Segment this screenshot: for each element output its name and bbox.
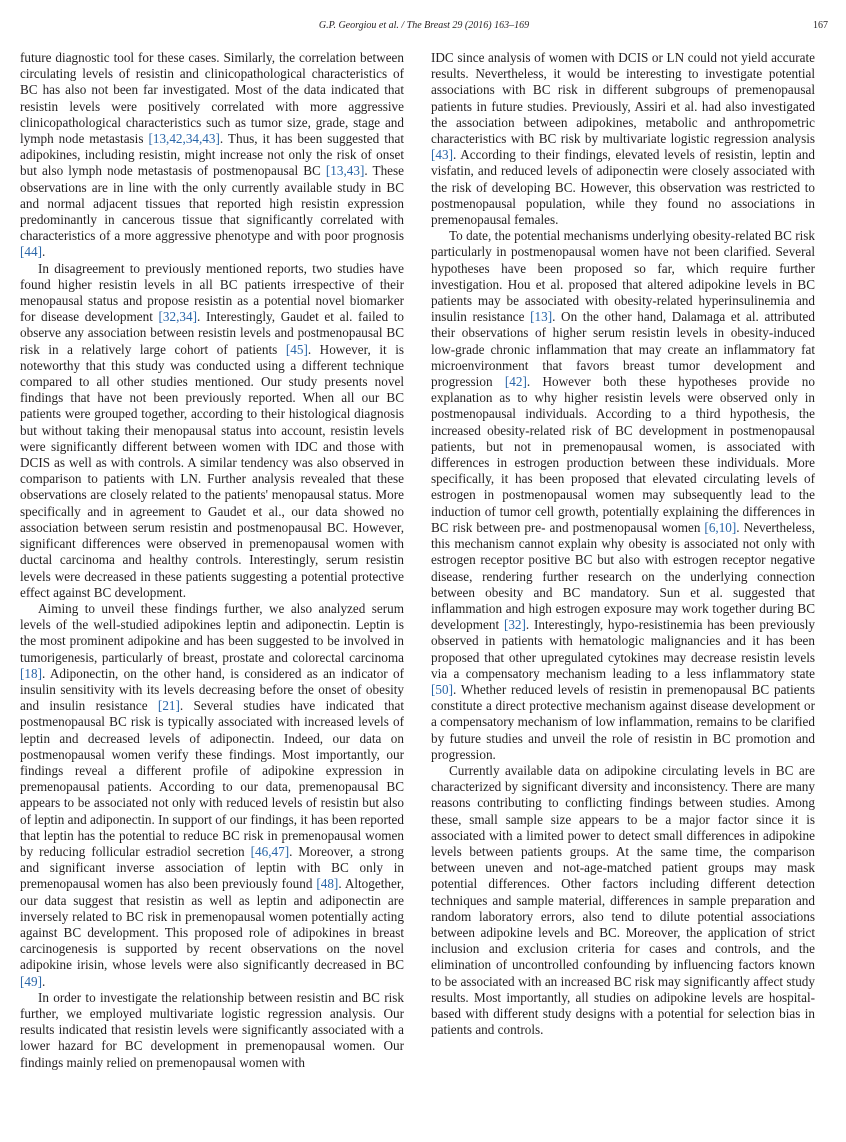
paragraph-text: . However, it is noteworthy that this study was conducted using a different technique compared to all other studies mentioned. Our study presents novel findings that have not been previously reported. When all our BC patients were grouped together, according to their histological diagnosis but without taking their menopausal status into account, resistin levels were significantly different between women with IDC and those with DCIS as well as with controls. A similar tendency was also observed in comparison to patients with LN. Further analysis revealed that these observations are closely related to the patients' menopausal status. More specifically and in agreement to Gaudet et al., our data showed no association between serum resistin and postmenopausal BC. However, significant differences were observed in premenopausal women with ductal carcinoma and healthy controls. Interestingly, serum resistin levels were decreased in these patients suggesting a potential protective effect against BC development. bbox=[20, 341, 404, 600]
citation-link[interactable]: [44] bbox=[20, 244, 42, 260]
left-column bbox=[20, 50, 404, 1071]
paragraph-text: . Thus, it has been suggested that adipokines, including resistin, might increase not only the risk of onset but also lymph node metastasis of postmenopausal BC bbox=[20, 131, 404, 179]
paragraph-text: . According to their findings, elevated levels of resistin, leptin and visfatin, and reduced levels of adiponectin were closely associated with the risk of developing BC. However, this observation was restricted to postmenopausal population, while they found no associations in premenopausal females. bbox=[431, 147, 815, 228]
paragraph-text: In order to investigate the relationship between resistin and BC risk further, we employed multivariate logistic regression analysis. Our results indicated that resistin levels were significantly associated with a lower hazard for BC development in premenopausal women. Our findings mainly relied on premenopausal women with bbox=[20, 989, 404, 1070]
running-header: G.P. Georgiou et al. / The Breast 29 (2016) 163–169 bbox=[318, 20, 530, 31]
paragraph bbox=[20, 50, 404, 261]
paragraph bbox=[20, 261, 404, 601]
citation-link[interactable]: [32,34] bbox=[158, 309, 197, 325]
paragraph bbox=[431, 228, 815, 763]
paragraph-text: . Adiponectin, on the other hand, is considered as an indicator of insulin sensitivity with its levels decreasing before the onset of obesity and insulin resistance bbox=[20, 665, 404, 714]
paragraph-text: To date, the potential mechanisms underlying obesity-related BC risk particularly in postmenopausal women have not been clarified. Several hypotheses have been proposed so far, which require further investigation. Hou et al. proposed that altered adipokine levels in BC patients may be associated with obesity-related hyperinsulinemia and insulin resistance bbox=[431, 228, 815, 325]
paragraph-text: Currently available data on adipokine circulating levels in BC are characterized by significant diversity and inconsistency. There are many reasons contributing to conflicting findings between studies. Among these, small sample size appears to be a major factor since it is associated with a limited power to detect small differences in adipokine levels between patients groups. At the same time, the comparison between uneven and not-age-matched patient groups may mask potential differences. Other factors including different detection techniques and sample material, differences in sample preparation and random laboratory errors, also tend to dilute potential associations between adipokine levels and BC. Moreover, the application of strict inclusion and exclusion criteria for cases and controls, and the elimination of uncontrolled confounding by influencing factors known to be associated with an increased BC risk may significantly affect study results. Most importantly, all studies on adipokine levels are hospital-based with different study designs with a potential for selection bias in patients and controls. bbox=[431, 762, 815, 1038]
citation-link[interactable]: [45] bbox=[285, 341, 308, 357]
citation-link[interactable]: [13] bbox=[530, 309, 553, 325]
citation-link[interactable]: [46,47] bbox=[250, 843, 290, 859]
paragraph bbox=[431, 763, 815, 1038]
paragraph-text: . Altogether, our data suggest that resistin as well as leptin and adiponectin are inversely related to BC risk in premenopausal women potentially acting against BC development. This proposed role of adipokines in breast carcinogenesis is supported by recent observations on the novel adipokine irisin, whose levels were also significantly decreased in BC bbox=[20, 876, 404, 973]
paragraph-text: . Interestingly, hypo-resistinemia has been previously observed in patients with hematologic malignancies and it has been proposed that other upregulated cytokines may decrease resistin levels via a compensatory mechanism leading to a less inflammatory state bbox=[431, 617, 815, 681]
citation-link[interactable]: [13,43] bbox=[325, 163, 365, 179]
paragraph-text: . On the other hand, Dalamaga et al. attributed their observations of higher serum resistin levels in obesity-induced low-grade chronic inflammation that may create an inflammatory fat microenvironment that favors breast tumor development and progression bbox=[431, 309, 815, 390]
paragraph-text: . bbox=[41, 244, 46, 260]
paragraph-text: . Moreover, a strong and significant inverse association of leptin with BC only in premenopausal women has also been previously found bbox=[20, 843, 404, 892]
paragraph-text: . Interestingly, Gaudet et al. failed to observe any association between resistin levels and postmenopausal BC risk in a relatively large cohort of patients bbox=[20, 309, 404, 357]
paragraph-text: . bbox=[41, 973, 46, 989]
citation-link[interactable]: [13,42,34,43] bbox=[148, 131, 220, 147]
paragraph bbox=[431, 50, 815, 228]
citation-link[interactable]: [48] bbox=[316, 876, 339, 892]
paragraph-text: . Whether reduced levels of resistin in premenopausal BC patients constitute a direct protective mechanism against disease development or a compensatory mechanism of low inflammation, remains to be clarified by future studies and unveil the role of resistin in BC promotion and progression. bbox=[431, 681, 815, 762]
paragraph-text: . These observations are in line with the only currently available study in BC and normal adjacent tissues that reported high resistin expression predominantly in cancerous tissue that significantly correlated with characteristics of a more aggressive phenotype and with poor prognosis bbox=[20, 163, 405, 244]
citation-link[interactable]: [42] bbox=[504, 374, 527, 390]
citation-link[interactable]: [32] bbox=[503, 617, 526, 633]
right-column bbox=[431, 50, 815, 1038]
citation-link[interactable]: [49] bbox=[20, 973, 42, 989]
citation-link[interactable]: [21] bbox=[157, 698, 180, 714]
citation-link[interactable]: [18] bbox=[20, 665, 42, 681]
page-number: 167 bbox=[813, 20, 828, 31]
page-header bbox=[20, 20, 828, 36]
citation-link[interactable]: [50] bbox=[431, 681, 453, 697]
paragraph-text: Aiming to unveil these findings further, we also analyzed serum levels of the well-studied adipokines leptin and adiponectin. Leptin is the most prominent adipokine and has been suggested to be involved in tumorigenesis, particularly of breast, prostate and colorectal carcinoma bbox=[20, 600, 404, 665]
paragraph-text: . However both these hypotheses provide no explanation as to why higher resistin levels were observed only in postmenopausal individuals. According to a third hypothesis, the increased obesity-related risk of BC development in postmenopausal patients, but not in premenopausal women, is associated with differences in estrogen production between these individuals. More specifically, it has been proposed that elevated circulating levels of estrogen in postmenopausal women may subsequently lead to the induction of tumor cell growth, potentially explaining the differences in BC risk between pre- and postmenopausal women bbox=[431, 374, 815, 535]
paragraph-text: In disagreement to previously mentioned reports, two studies have found higher resistin levels in all BC patients irrespective of their menopausal status and propose resistin as a potential novel biomarker for disease development bbox=[20, 260, 404, 325]
citation-link[interactable]: [6,10] bbox=[704, 519, 737, 535]
paragraph-text: . Nevertheless, this mechanism cannot explain why obesity is associated not only with estrogen receptor positive BC but also with estrogen receptor negative disease, rendering further research on the underlying connection between obesity and BC mandatory. Sun et al. suggested that inflammation and high estrogen exposure may work together during BC development bbox=[431, 519, 816, 633]
paragraph bbox=[20, 990, 404, 1071]
paragraph-text: IDC since analysis of women with DCIS or LN could not yield accurate results. Nevertheless, it would be interesting to investigate potential associations with BC risk in different subgroups of premenopausal patients in future studies. Previously, Assiri et al. had also investigated the association between adipokines, metabolic and anthropometric characteristics with BC risk by multivariate logistic regression analysis bbox=[431, 50, 815, 147]
citation-link[interactable]: [43] bbox=[431, 147, 453, 163]
paragraph bbox=[20, 601, 404, 990]
paragraph-text: . Several studies have indicated that postmenopausal BC risk is typically associated with increased levels of leptin and decreased levels of adiponectin. Indeed, our data on postmenopausal women verify these findings. Most importantly, our findings reveal a different profile of adipokine expression in premenopausal patients. According to our data, premenopausal BC appears to be associated not only with reduced levels of resistin but also of leptin and adiponectin. In support of our findings, it has been reported that leptin has the potential to reduce BC risk in premenopausal women by reducing follicular estradiol secretion bbox=[20, 698, 405, 859]
paragraph-text: future diagnostic tool for these cases. Similarly, the correlation between circulating levels of resistin and clinicopathological characteristics of BC has also not been far investigated. Most of the data indicated that resistin levels were positively correlated with more aggressive clinicopathological characteristics such as tumor size, grade, stage and lymph node metastasis bbox=[20, 50, 404, 147]
